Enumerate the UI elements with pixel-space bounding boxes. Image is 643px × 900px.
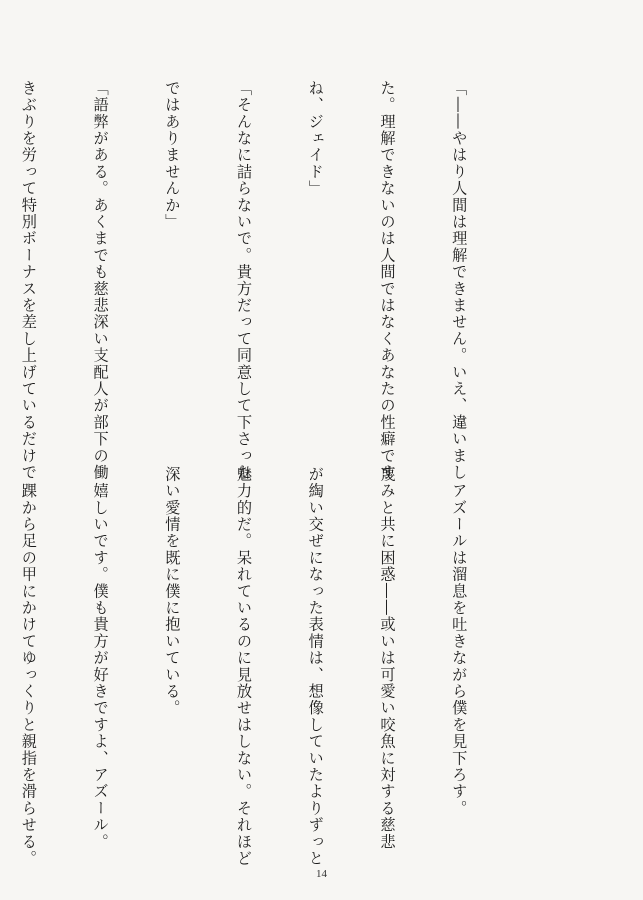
text-block-upper bbox=[0, 80, 518, 481]
text-line: 「語弊がある。あくまでも慈悲深い支配人が部下の働 bbox=[91, 80, 110, 481]
text-line: 魅力的だ。呆れているのに見放せはしない。それほど bbox=[235, 466, 254, 867]
page-number: 14 bbox=[316, 868, 327, 880]
text-line: アズールは溜息を吐きながら僕を見下ろす。 bbox=[450, 466, 469, 817]
text-line: が綯い交ぜになった表情は、想像していたよりずっと bbox=[306, 466, 325, 867]
text-line: きぶりを労って特別ボーナスを差し上げているだけで bbox=[19, 80, 38, 481]
text-line: ではありませんか」 bbox=[163, 80, 182, 231]
text-line: 蔑みと共に困惑――或いは可愛い咬魚に対する慈悲 bbox=[378, 466, 397, 851]
text-line: 「そんなに詰らないで。貴方だって同意して下さった bbox=[235, 80, 254, 481]
text-line: ね、ジェイド」 bbox=[306, 80, 325, 197]
text-line: 嬉しいです。僕も貴方が好きですよ、アズール。 bbox=[91, 466, 110, 851]
text-block-lower bbox=[0, 466, 518, 867]
text-line: 深い愛情を既に僕に抱いている。 bbox=[163, 466, 182, 717]
text-line: 「――やはり人間は理解できません。いえ、違いまし bbox=[450, 80, 469, 481]
text-line: た。理解できないのは人間ではなくあなたの性癖です bbox=[378, 80, 397, 481]
text-line: 踝から足の甲にかけてゆっくりと親指を滑らせる。 bbox=[19, 466, 38, 867]
